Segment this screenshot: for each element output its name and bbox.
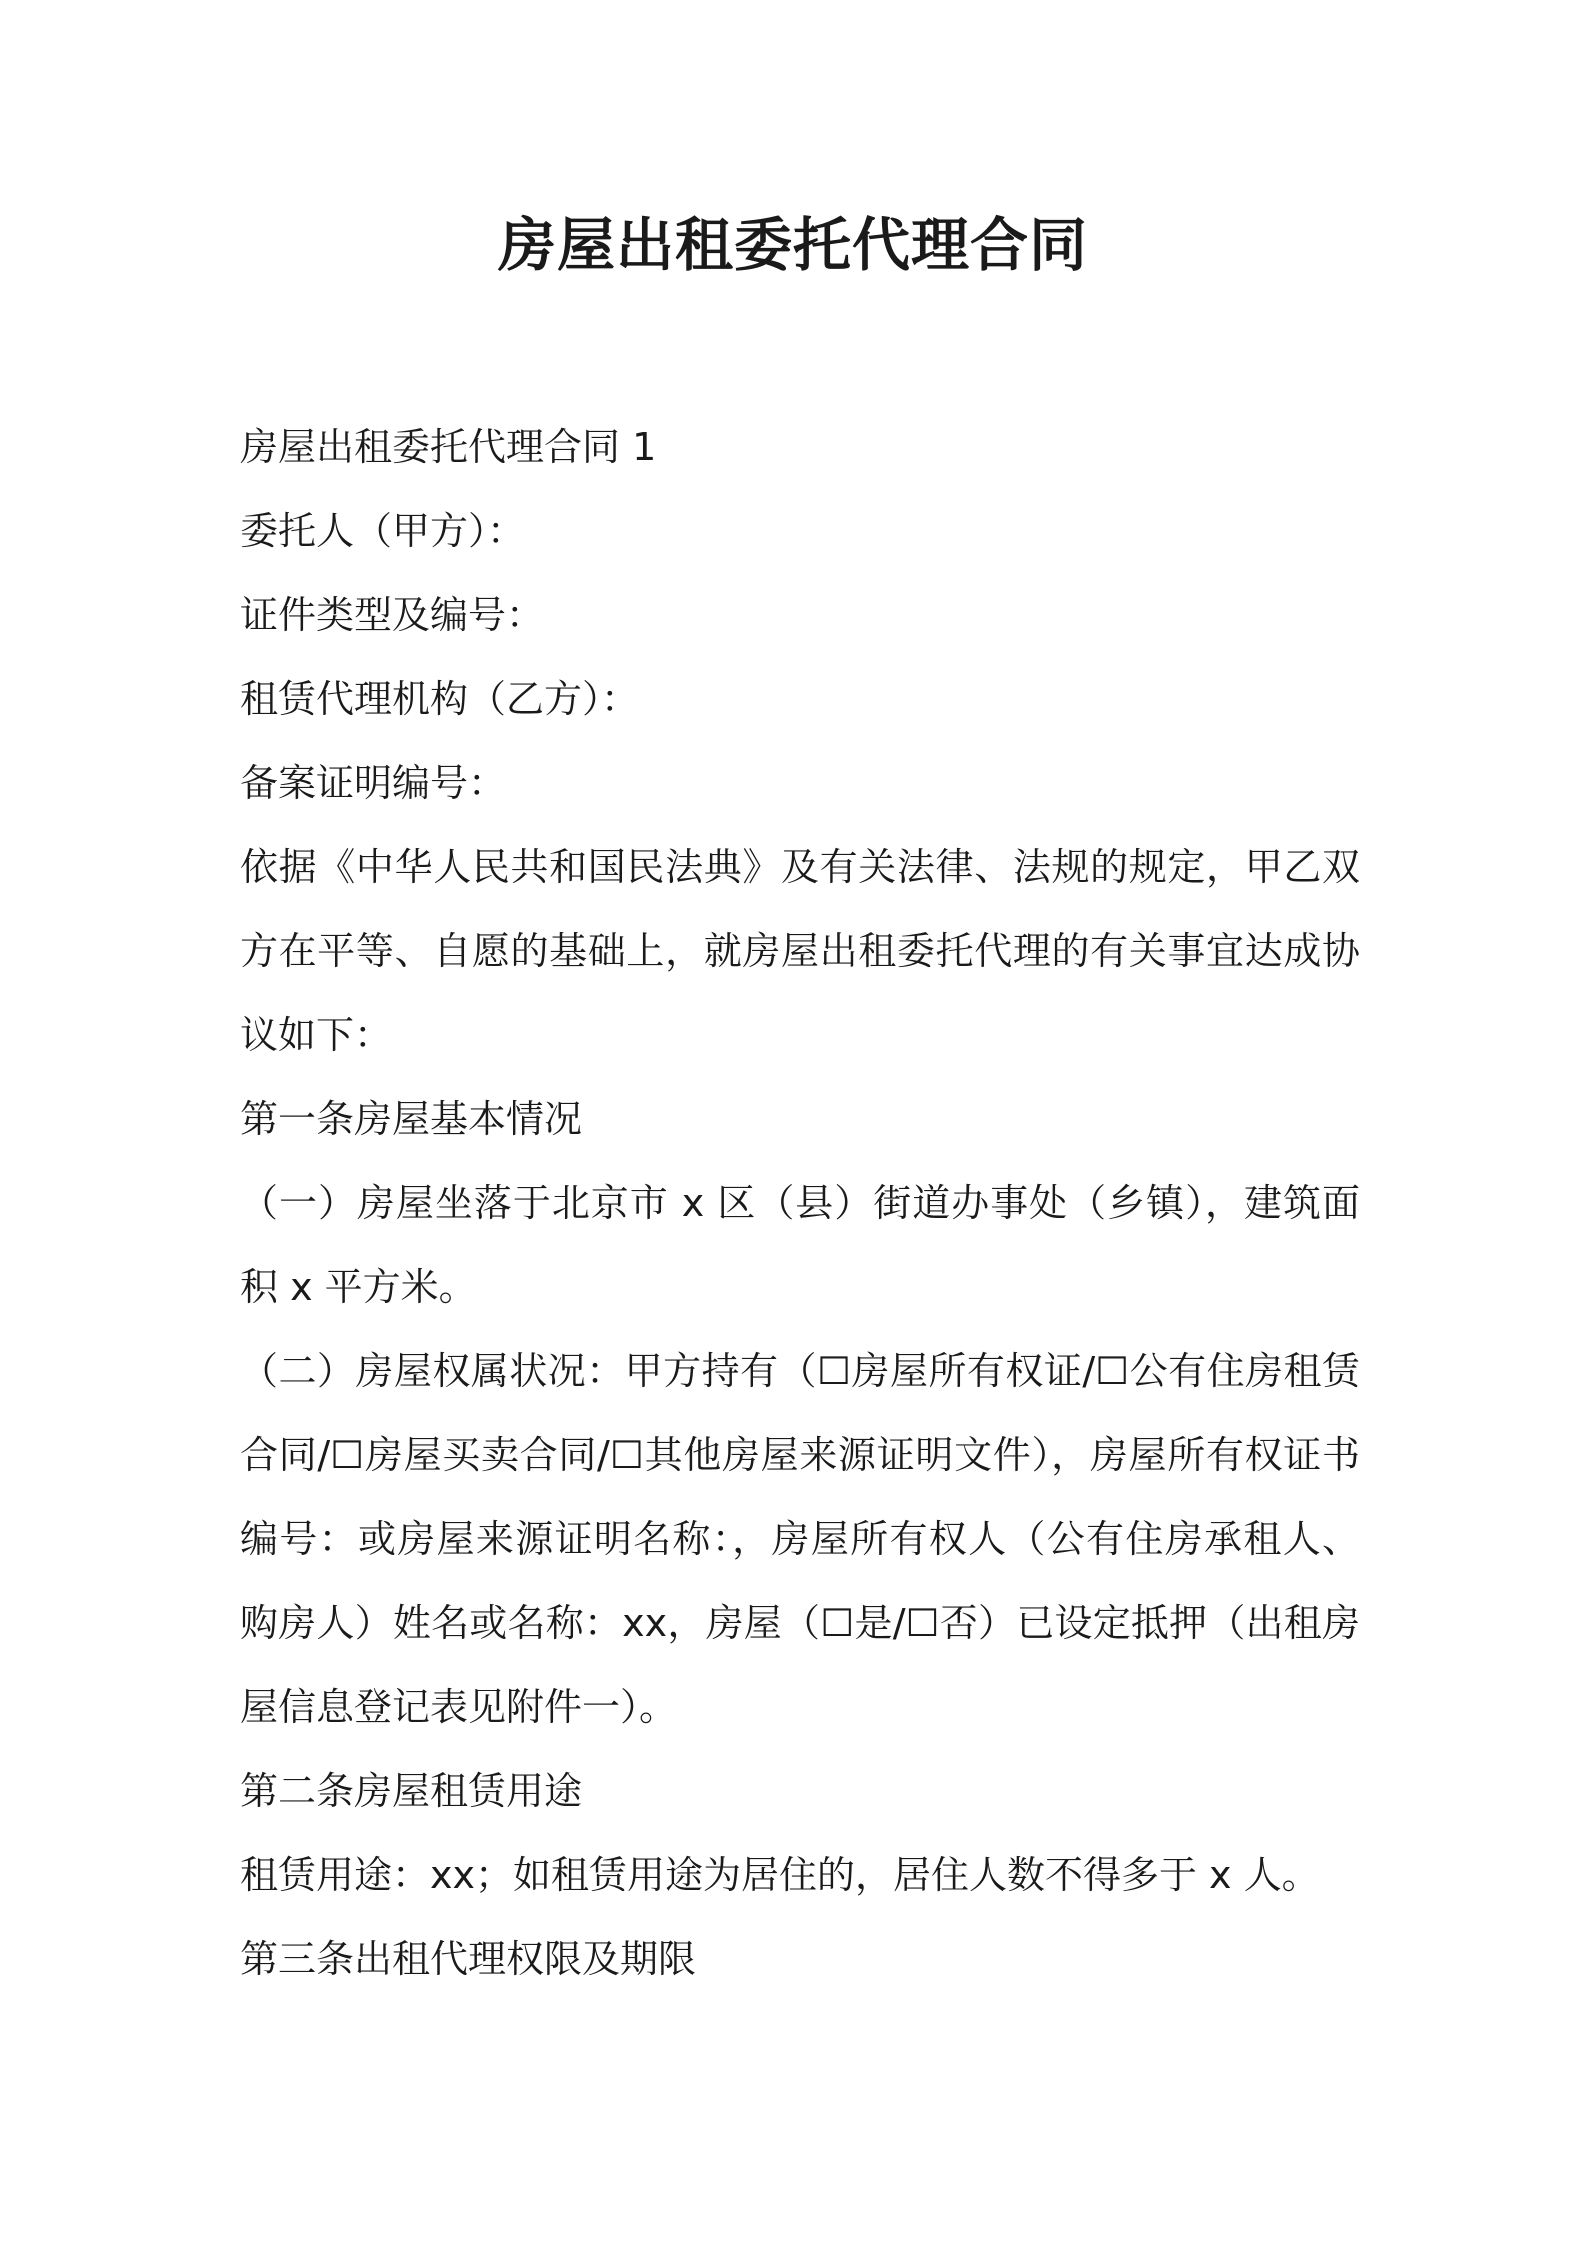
intro-paragraph: 依据《中华人民共和国民法典》及有关法律、法规的规定，甲乙双方在平等、自愿的基础上，就房屋出租委托代理的有关事宜达成协议如下： xyxy=(240,845,1360,1057)
filing-number-line: 备案证明编号： xyxy=(240,761,507,805)
article1-item2: （二）房屋权属状况：甲方持有（☐房屋所有权证/☐公有住房租赁合同/☐房屋买卖合同/☐其他房屋来源证明文件），房屋所有权证书编号：或房屋来源证明名称：，房屋所有权人（公有住房承租人、购房人）姓名或名称：xx，房屋（☐是/☐否）已设定抵押（出租房屋信息登记表见附件一）。 xyxy=(240,1349,1360,1729)
principal-party-line: 委托人（甲方）： xyxy=(240,509,526,553)
article1-item1: （一）房屋坐落于北京市 x 区（县）街道办事处（乡镇），建筑面积 x 平方米。 xyxy=(240,1181,1360,1309)
article1-heading: 第一条房屋基本情况 xyxy=(240,1097,583,1141)
document-title: 房屋出租委托代理合同 xyxy=(497,211,1088,279)
contract-number-line: 房屋出租委托代理合同 1 xyxy=(240,425,657,469)
document-body xyxy=(240,405,1360,2001)
article2-text: 租赁用途：xx；如租赁用途为居住的，居住人数不得多于 x 人。 xyxy=(240,1853,1320,1897)
article2-heading: 第二条房屋租赁用途 xyxy=(240,1769,583,1813)
agent-party-line: 租赁代理机构（乙方）： xyxy=(240,677,640,721)
article3-heading: 第三条出租代理权限及期限 xyxy=(240,1937,697,1981)
id-type-number-line: 证件类型及编号： xyxy=(240,593,545,637)
